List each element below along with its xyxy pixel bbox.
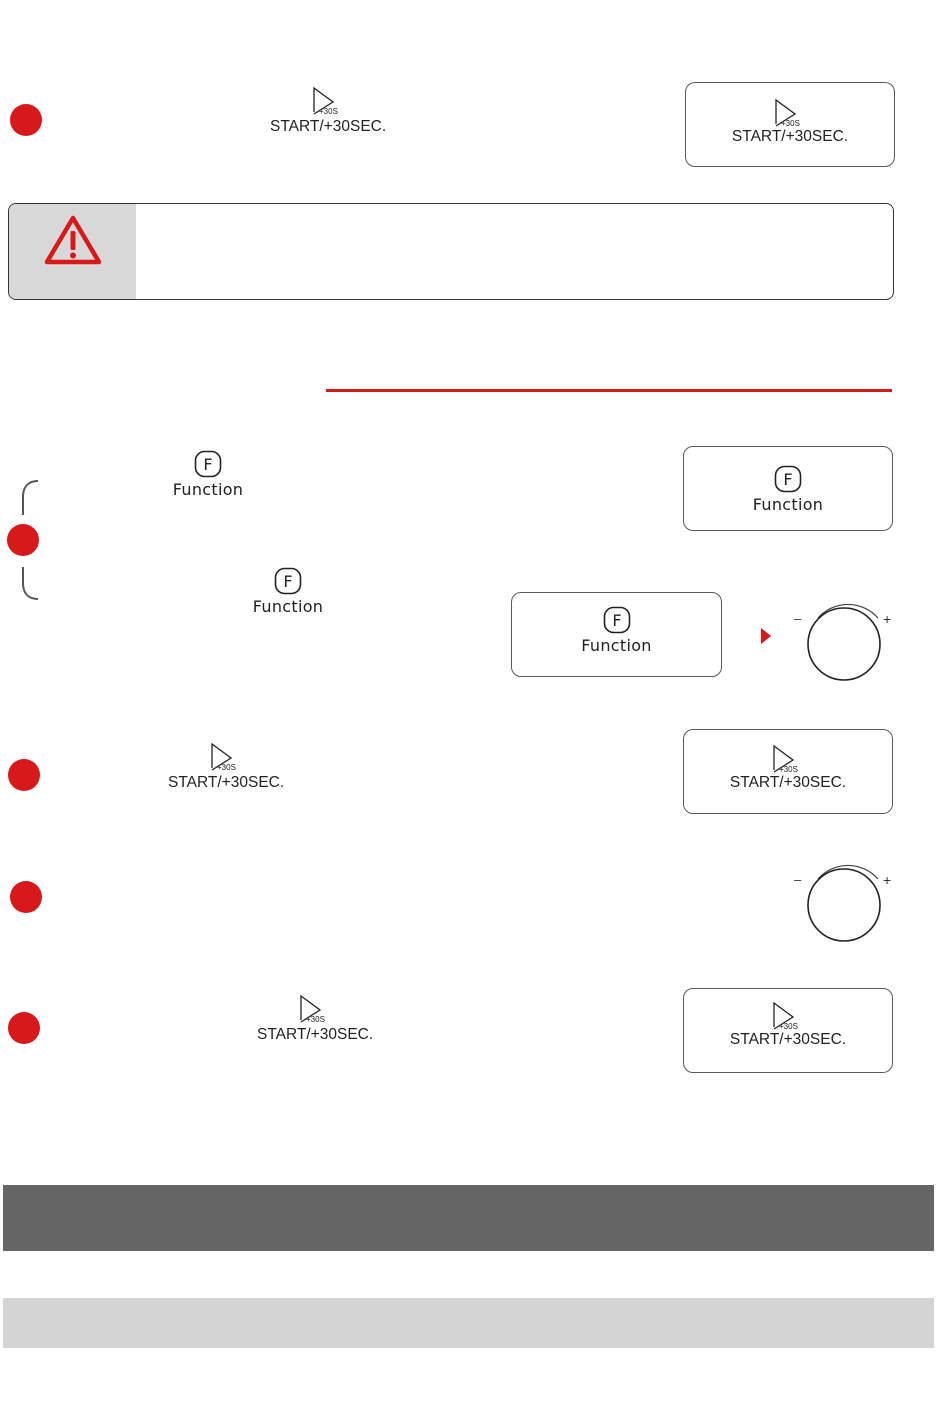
step-marker bbox=[8, 759, 40, 791]
knob-plus-label: + bbox=[883, 611, 892, 627]
function-button-reference bbox=[160, 450, 256, 499]
start-icon bbox=[311, 86, 345, 116]
section-header-bar bbox=[3, 1185, 934, 1251]
start-icon bbox=[771, 744, 805, 774]
start-label: START/+30SEC. bbox=[168, 774, 285, 791]
start-button-panel[interactable] bbox=[685, 82, 895, 167]
start-icon-badge: +30S bbox=[781, 119, 800, 128]
start-icon-badge: +30S bbox=[779, 765, 798, 774]
start-icon-badge: +30S bbox=[319, 107, 338, 116]
start-icon-badge: +30S bbox=[779, 1022, 798, 1031]
rotary-knob[interactable] bbox=[790, 857, 896, 945]
function-button-panel[interactable] bbox=[683, 446, 893, 531]
start-icon bbox=[298, 994, 332, 1024]
start-label: START/+30SEC. bbox=[257, 1026, 374, 1043]
start-button-reference bbox=[257, 994, 373, 1044]
function-label: Function bbox=[172, 480, 244, 499]
start-label: START/+30SEC. bbox=[729, 1031, 847, 1048]
function-button-panel[interactable] bbox=[511, 592, 722, 677]
start-label: START/+30SEC. bbox=[729, 774, 847, 791]
knob-minus-label: – bbox=[794, 611, 802, 626]
function-icon bbox=[194, 450, 222, 478]
start-button-reference bbox=[168, 742, 284, 792]
section-divider bbox=[326, 389, 892, 392]
function-icon bbox=[274, 567, 302, 595]
step-marker bbox=[8, 1012, 40, 1044]
knob-plus-label: + bbox=[883, 872, 892, 888]
start-icon-badge: +30S bbox=[217, 763, 236, 772]
start-icon bbox=[773, 98, 807, 128]
warning-box bbox=[8, 203, 894, 300]
function-icon-letter: F bbox=[611, 611, 622, 630]
warning-side-panel bbox=[9, 204, 136, 299]
arrow-right-icon bbox=[760, 627, 772, 645]
function-label: Function bbox=[752, 495, 824, 514]
start-label: START/+30SEC. bbox=[731, 128, 849, 145]
function-icon-letter: F bbox=[283, 572, 293, 591]
function-button-reference bbox=[240, 567, 336, 616]
step-marker bbox=[10, 104, 42, 136]
start-icon bbox=[771, 1001, 805, 1031]
start-icon-badge: +30S bbox=[306, 1015, 325, 1024]
function-label: Function bbox=[581, 636, 652, 655]
start-button-reference bbox=[270, 86, 386, 136]
function-icon-letter: F bbox=[203, 455, 213, 474]
warning-triangle-icon bbox=[43, 214, 103, 266]
knob-minus-label: – bbox=[794, 872, 802, 887]
start-button-panel[interactable] bbox=[683, 729, 893, 814]
rotary-knob[interactable] bbox=[790, 596, 896, 684]
start-icon bbox=[209, 742, 243, 772]
function-icon-letter: F bbox=[783, 470, 793, 489]
function-label: Function bbox=[252, 597, 324, 616]
start-button-panel[interactable] bbox=[683, 988, 893, 1073]
function-icon bbox=[774, 465, 802, 493]
start-label: START/+30SEC. bbox=[270, 118, 387, 135]
step-marker bbox=[10, 881, 42, 913]
step-marker bbox=[7, 524, 39, 556]
function-icon bbox=[603, 606, 631, 634]
subsection-bar bbox=[3, 1298, 934, 1348]
